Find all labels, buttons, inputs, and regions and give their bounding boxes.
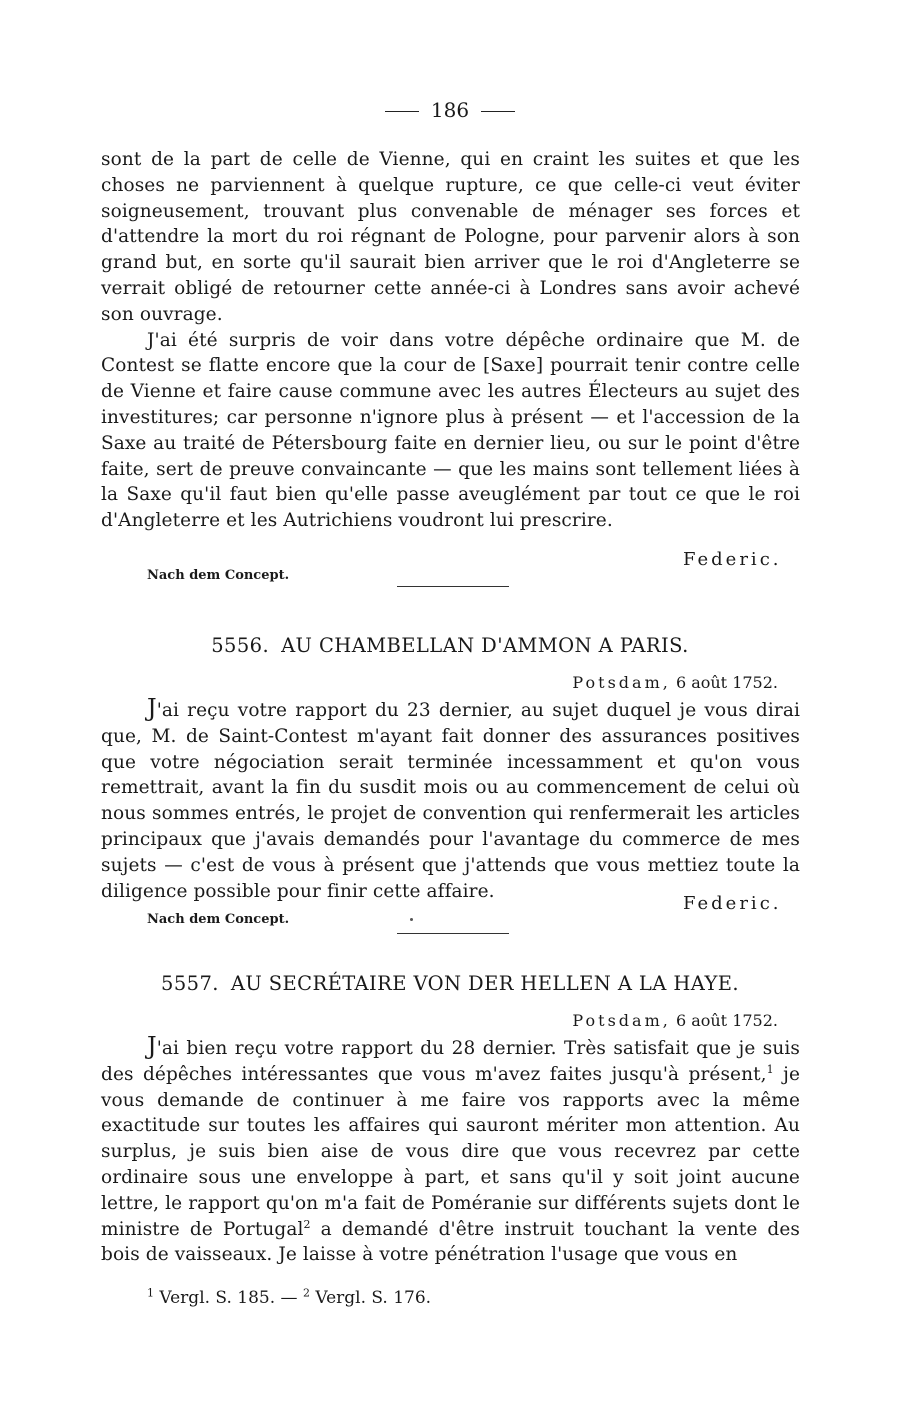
letter-5556-number: 5556. [211, 634, 270, 657]
signature-5556: Federic. [683, 893, 782, 914]
letter-5557-heading [0, 972, 900, 995]
letter-5557-number: 5557. [161, 972, 219, 995]
continuation-paragraph-2: J'ai été surpris de voir dans votre dépêche ordinaire que M. de Contest se flatte encore que la cour de [Saxe] pourrait tenir contre celle de Vienne et faire cause commune avec les autres Électeurs au sujet des investitures; car personne n'ignore plus à présent — et l'accession de la Saxe au traité de Pétersbourg faite en dernier lieu, ou sur le point d'être faite, sert de preuve convaincante — que les mains sont tellement liées à la Saxe qu'il faut bien qu'elle passe aveuglément par tout ce que le roi d'Angleterre et les Autrichiens voudront lui prescrire. [101, 329, 800, 532]
footnote-2-mark: 2 [302, 1286, 310, 1300]
footnote-2-text: Vergl. S. 176. [315, 1288, 432, 1308]
letter-5557-place: Potsdam, [572, 1011, 671, 1030]
section-rule-1 [397, 586, 509, 587]
letter-5556-dropcap: J [147, 694, 157, 722]
letter-5557-title: AU SECRÉTAIRE VON DER HELLEN A LA HAYE. [230, 972, 739, 995]
header-dash-left [385, 111, 419, 112]
footnote-ref-1[interactable]: 1 [766, 1062, 774, 1076]
signature-continuation: Federic. [683, 549, 782, 570]
footnotes [147, 1288, 431, 1308]
footnote-ref-2[interactable]: 2 [303, 1217, 311, 1231]
page-number: 186 [430, 98, 470, 122]
letter-5556-title: AU CHAMBELLAN D'AMMON A PARIS. [281, 634, 689, 657]
continuation-text [101, 147, 800, 534]
letter-5557-text-3: a demandé d'être instruit touchant la vente des bois de vaisseaux. Je laisse à votre pénétration l'usage que vous en [101, 1218, 800, 1266]
letter-5556-text: 'ai reçu votre rapport du 23 dernier, au sujet duquel je vous dirai que, M. de Saint-Contest m'ayant fait donner des assurances positives que votre négociation serait terminée incessamment et qu'on vous remettrait, avant la fin du susdit mois ou au commencement de celui où nous sommes entrés, le projet de convention qui renfermerait les articles principaux que j'avais demandés pour l'avantage du commerce de mes sujets — c'est de vous à présent que j'attends que vous mettiez toute la diligence possible pour finir cette affaire. [101, 700, 800, 902]
footnote-1-mark: 1 [147, 1286, 154, 1300]
letter-5557-paragraph [101, 1032, 801, 1268]
letter-5556-heading [0, 634, 900, 657]
header-dash-right [481, 111, 515, 112]
letter-5556-body [101, 694, 800, 904]
letter-5557-body [101, 1032, 801, 1268]
letter-5556-paragraph [101, 694, 800, 904]
page-number-header [0, 96, 900, 124]
source-note-continuation: Nach dem Concept. [147, 568, 290, 583]
footnote-1-text: Vergl. S. 185. [159, 1288, 276, 1308]
speck [410, 918, 413, 921]
letter-5557-date: 6 août 1752. [675, 1011, 778, 1030]
letter-5557-text-2: je vous demande de continuer à me faire vos rapports avec la même exactitude sur toutes les affaires qui sauront mériter mon attention. Au surplus, je suis bien aise de vous dire que vous recevrez par cette ordinaire sous une enveloppe à part, et sans qu'il y soit joint aucune lettre, le rapport qu'on m'a fait de Poméranie sur différents sujets dont le ministre de Portugal [101, 1063, 801, 1240]
source-note-5556: Nach dem Concept. [147, 912, 290, 927]
continuation-paragraph-1: sont de la part de celle de Vienne, qui en craint les suites et que les choses ne parviennent à quelque rupture, ce que celle-ci veut éviter soigneusement, trouvant plus convenable de ménager ses forces et d'attendre la mort du roi régnant de Pologne, pour parvenir alors à son grand but, en sorte qu'il saurait bien arriver que le roi d'Angleterre se verrait obligé de retourner cette année-ci à Londres sans avoir achevé son ouvrage. [101, 149, 800, 325]
letter-5556-dateline [572, 673, 778, 692]
letter-5556-place: Potsdam, [572, 673, 671, 692]
footnote-separator: — [280, 1288, 298, 1308]
letter-5557-dateline [572, 1011, 778, 1030]
letter-5557-dropcap: J [147, 1032, 157, 1060]
letter-5556-date: 6 août 1752. [675, 673, 778, 692]
section-rule-2 [397, 933, 509, 934]
letter-5557-text-1: 'ai bien reçu votre rapport du 28 dernier. Très satisfait que je suis des dépêches intéressantes que vous m'avez faites jusqu'à présent, [101, 1038, 800, 1085]
